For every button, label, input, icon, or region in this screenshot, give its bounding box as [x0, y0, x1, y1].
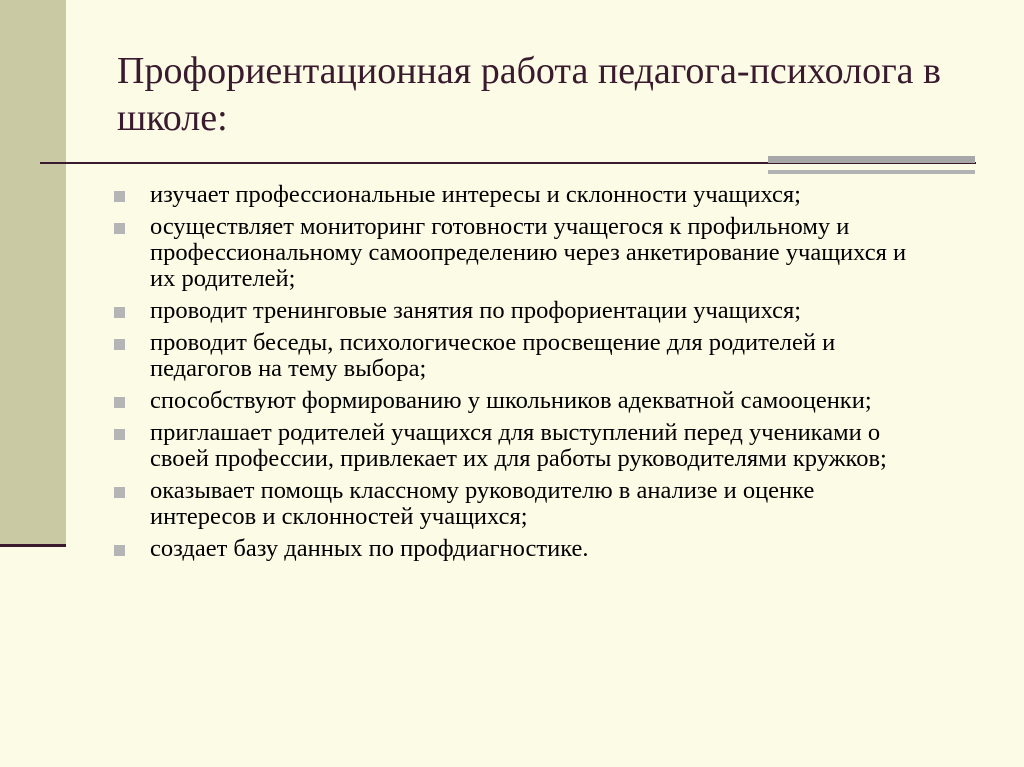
square-bullet-icon	[114, 223, 125, 234]
list-item-text: осуществляет мониторинг готовности учащегося к профильному и профессиональному самоопределению через анкетирование учащихся и их родителей;	[150, 213, 907, 292]
list-item-text: изучает профессиональные интересы и склонности учащихся;	[150, 181, 801, 208]
list-item	[112, 298, 912, 324]
list-item	[112, 478, 912, 530]
side-divider	[0, 544, 66, 547]
list-item-text: проводит беседы, психологическое просвещение для родителей и педагогов на тему выбора;	[150, 329, 836, 382]
square-bullet-icon	[114, 191, 125, 202]
accent-divider	[768, 156, 975, 163]
list-item-text: оказывает помощь классному руководителю в анализе и оценке интересов и склонностей учащихся;	[150, 477, 815, 530]
list-item	[112, 330, 912, 382]
list-item	[112, 182, 912, 208]
list-item	[112, 388, 912, 414]
square-bullet-icon	[114, 307, 125, 318]
square-bullet-icon	[114, 397, 125, 408]
side-bar	[0, 0, 66, 546]
square-bullet-icon	[114, 545, 125, 556]
list-item	[112, 214, 912, 292]
list-item	[112, 420, 912, 472]
list-item	[112, 536, 912, 562]
accent-divider-lower	[768, 170, 975, 174]
slide-title: Профориентационная работа педагога-психолога в школе:	[117, 50, 941, 139]
list-item-text: создает базу данных по профдиагностике.	[150, 535, 589, 562]
square-bullet-icon	[114, 339, 125, 350]
list-item-text: способствуют формированию у школьников адекватной самооценки;	[150, 387, 872, 414]
bullet-list	[112, 182, 912, 568]
list-item-text: приглашает родителей учащихся для выступлений перед учениками о своей профессии, привлекает их для работы руководителями кружков;	[150, 419, 887, 472]
list-item-text: проводит тренинговые занятия по профориентации учащихся;	[150, 297, 802, 324]
square-bullet-icon	[114, 487, 125, 498]
square-bullet-icon	[114, 429, 125, 440]
